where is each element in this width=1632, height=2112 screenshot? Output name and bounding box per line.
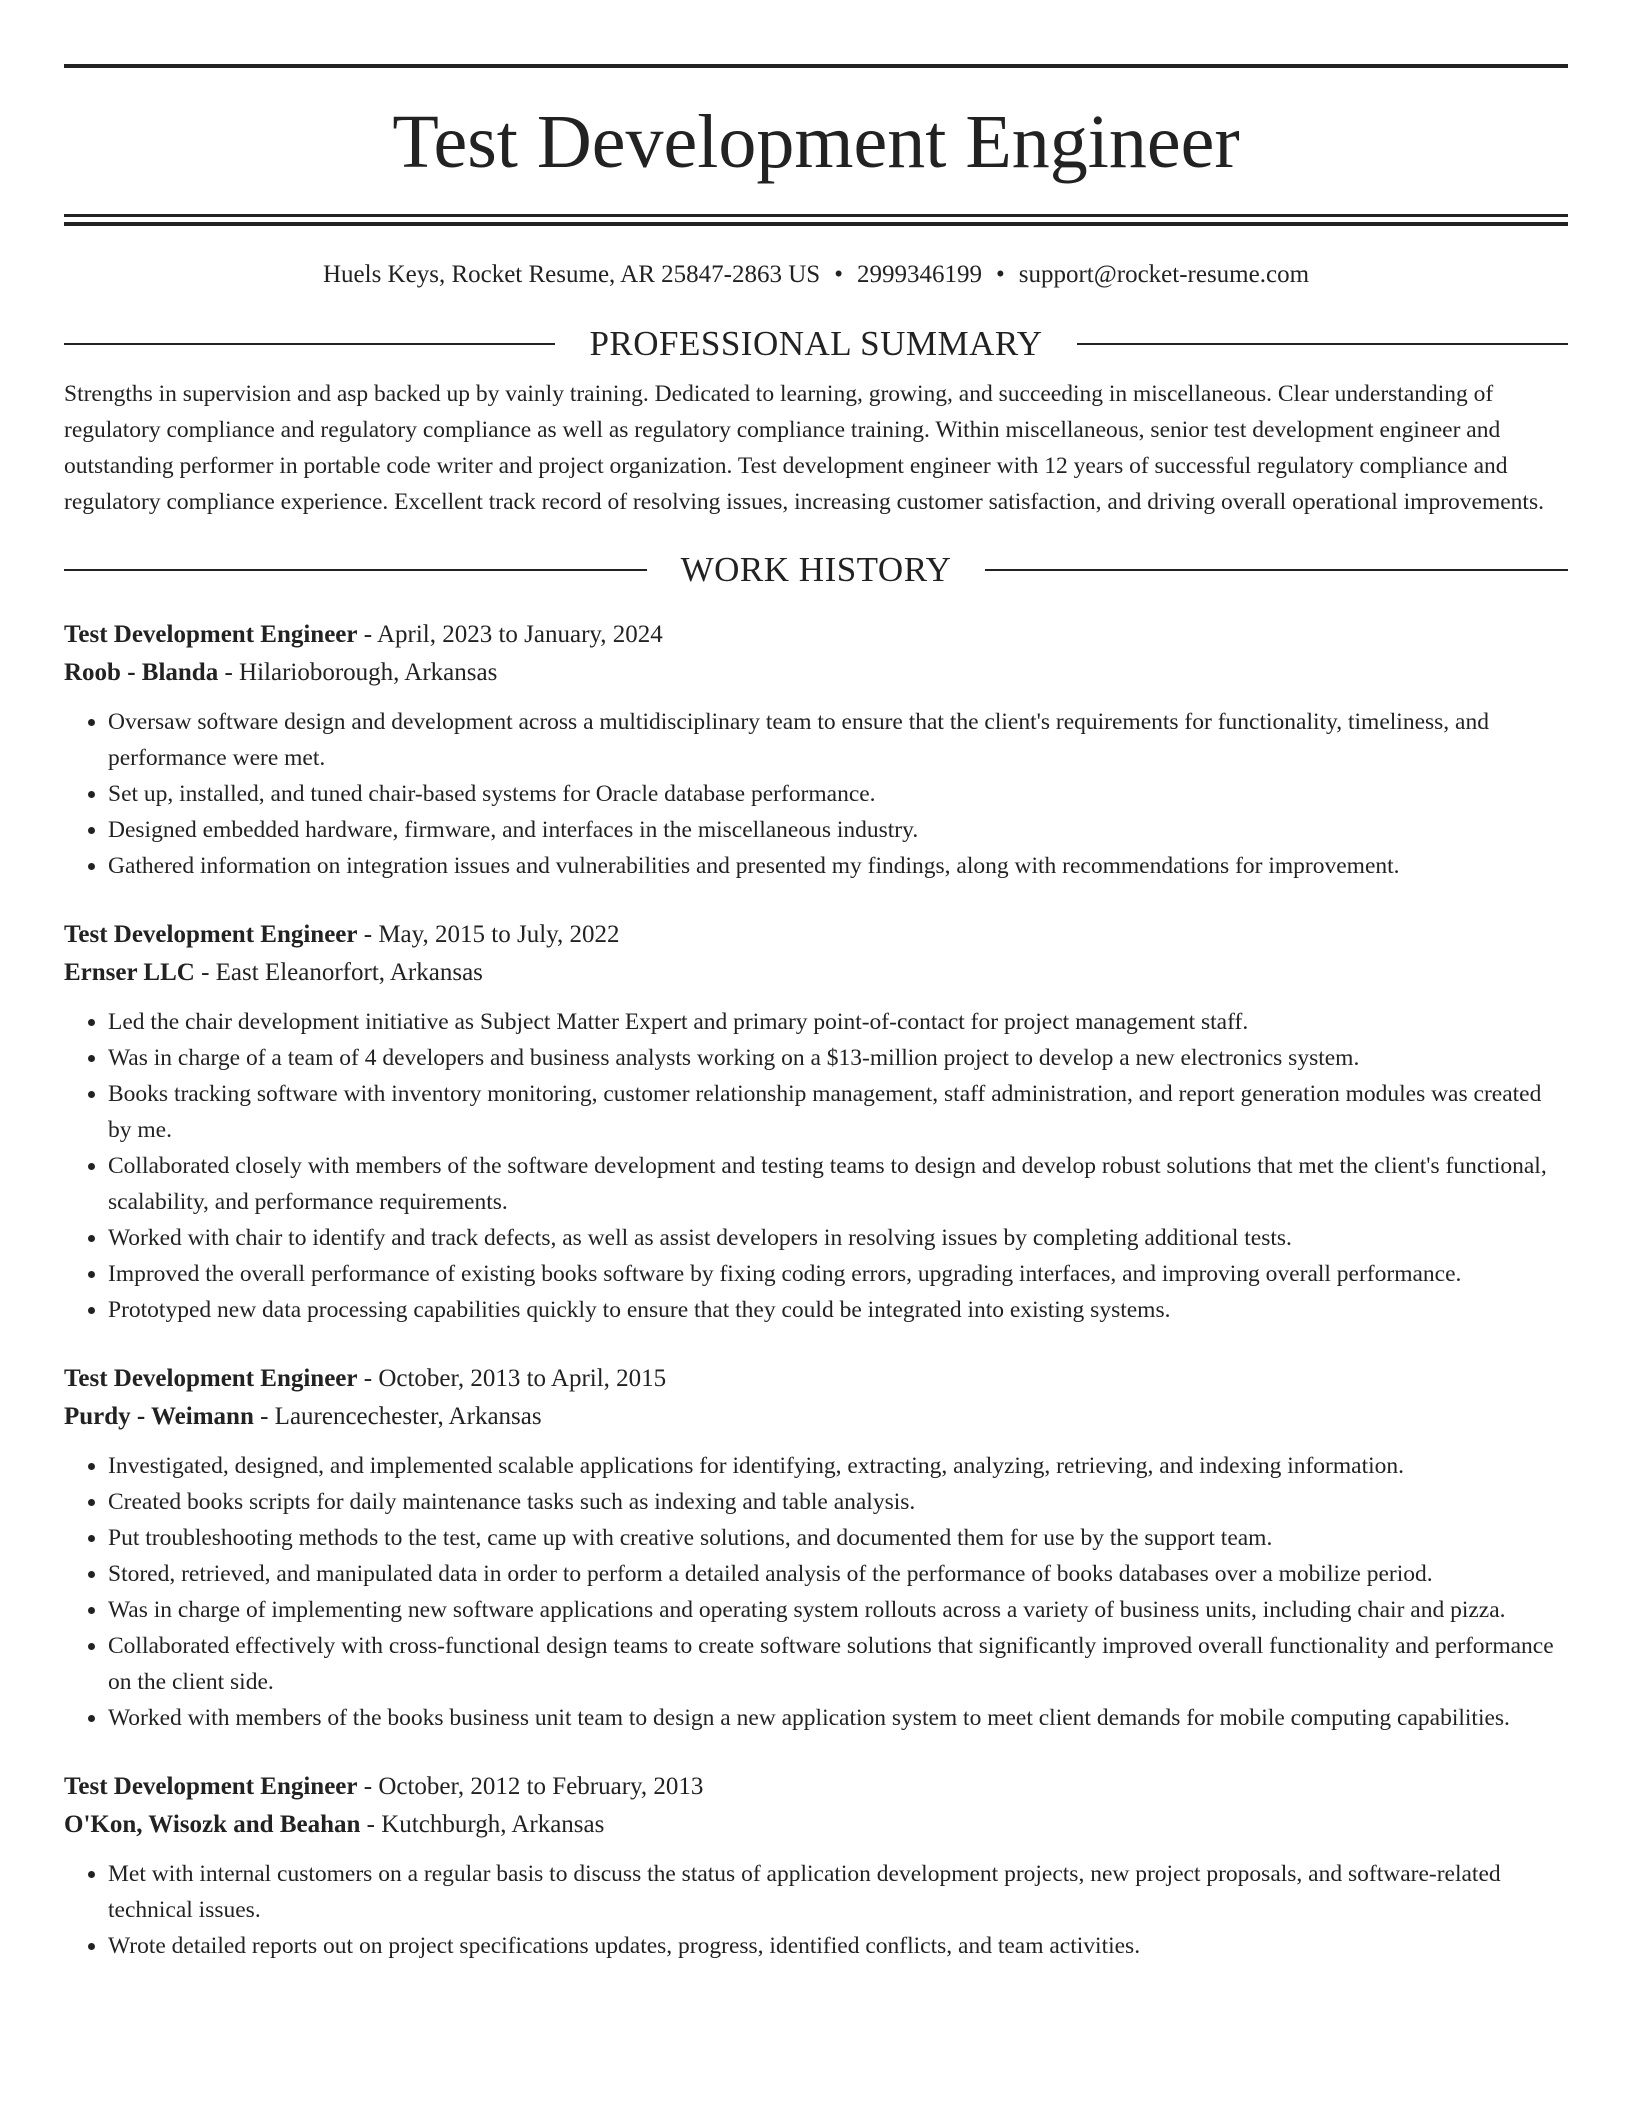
duty-item: • Oversaw software design and development across a multidisciplinary team to ensure that the client's requirements for functionality, timeliness, and performance were met. <box>108 704 1568 776</box>
duty-item: • Collaborated closely with members of the software development and testing teams to design and develop robust solutions that met the client's functional, scalability, and performance requirements. <box>108 1148 1568 1220</box>
job-location: - Kutchburgh, Arkansas <box>360 1811 605 1838</box>
summary-section-heading <box>64 324 1568 364</box>
job-title-line <box>64 1360 1568 1398</box>
duty-item: • Led the chair development initiative as Subject Matter Expert and primary point-of-contact for project management staff. <box>108 1004 1568 1040</box>
duty-list <box>64 1448 1568 1736</box>
job-dates: - October, 2013 to April, 2015 <box>357 1365 667 1392</box>
job-title-line <box>64 916 1568 954</box>
title-double-rule <box>64 214 1568 226</box>
duty-item: • Created books scripts for daily maintenance tasks such as indexing and table analysis. <box>108 1484 1568 1520</box>
duty-item: • Designed embedded hardware, firmware, and interfaces in the miscellaneous industry. <box>108 812 1568 848</box>
job-title: Test Development Engineer <box>64 621 358 648</box>
duty-item: • Worked with chair to identify and track defects, as well as assist developers in resolving issues by completing additional tests. <box>108 1220 1568 1256</box>
contact-phone: 2999346199 <box>856 261 982 288</box>
contact-email: support@rocket-resume.com <box>1018 261 1310 288</box>
duty-item: • Prototyped new data processing capabilities quickly to ensure that they could be integrated into existing systems. <box>108 1292 1568 1328</box>
duty-item: • Was in charge of a team of 4 developers and business analysts working on a $13-million project to develop a new electronics system. <box>108 1040 1568 1076</box>
heading-rule-right <box>985 569 1568 571</box>
duty-item: • Investigated, designed, and implemented scalable applications for identifying, extracting, analyzing, retrieving, and indexing information. <box>108 1448 1568 1484</box>
job-company: Purdy - Weimann <box>64 1403 254 1430</box>
contact-separator: • <box>834 261 843 288</box>
duty-item: • Worked with members of the books business unit team to design a new application system to meet client demands for mobile computing capabilities. <box>108 1700 1568 1736</box>
duty-list <box>64 1004 1568 1328</box>
resume-page <box>64 64 1568 1964</box>
job-dates: - May, 2015 to July, 2022 <box>357 921 620 948</box>
resume-title: Test Development Engineer <box>392 100 1240 184</box>
job-dates: - October, 2012 to February, 2013 <box>357 1773 704 1800</box>
duty-item: • Gathered information on integration issues and vulnerabilities and presented my findings, along with recommendations for improvement. <box>108 848 1568 884</box>
job-title-line <box>64 1768 1568 1806</box>
job-list <box>64 616 1568 1964</box>
job-entry <box>64 916 1568 1328</box>
job-title: Test Development Engineer <box>64 921 358 948</box>
job-location: - Hilarioborough, Arkansas <box>218 659 498 686</box>
duty-item: • Improved the overall performance of existing books software by fixing coding errors, upgrading interfaces, and improving overall performance. <box>108 1256 1568 1292</box>
duty-item: • Met with internal customers on a regular basis to discuss the status of application development projects, new project proposals, and software-related technical issues. <box>108 1856 1568 1928</box>
job-location: - Laurencechester, Arkansas <box>253 1403 542 1430</box>
heading-rule-right <box>1077 343 1568 345</box>
job-title: Test Development Engineer <box>64 1365 358 1392</box>
contact-line <box>64 260 1568 290</box>
section-title: WORK HISTORY <box>680 550 952 589</box>
duty-list <box>64 704 1568 884</box>
job-company-line <box>64 1806 1568 1844</box>
work-history-section-heading <box>64 550 1568 590</box>
duty-item: • Books tracking software with inventory monitoring, customer relationship management, staff administration, and report generation modules was created by me. <box>108 1076 1568 1148</box>
duty-item: • Was in charge of implementing new software applications and operating system rollouts across a variety of business units, including chair and pizza. <box>108 1592 1568 1628</box>
duty-item: • Wrote detailed reports out on project specifications updates, progress, identified conflicts, and team activities. <box>108 1928 1568 1964</box>
job-entry <box>64 1768 1568 1964</box>
summary-text: Strengths in supervision and asp backed up by vainly training. Dedicated to learning, growing, and succeeding in miscellaneous. Clear understanding of regulatory compliance and regulatory compliance as well as regulatory compliance training. Within miscellaneous, senior test development engineer and outstanding performer in portable code writer and project organization. Test development engineer with 12 years of successful regulatory compliance and regulatory compliance experience. Excellent track record of resolving issues, increasing customer satisfaction, and driving overall operational improvements. <box>64 381 1544 515</box>
contact-address: Huels Keys, Rocket Resume, AR 25847-2863 US <box>322 261 821 288</box>
duty-item: • Stored, retrieved, and manipulated data in order to perform a detailed analysis of the performance of books databases over a mobilize period. <box>108 1556 1568 1592</box>
job-title: Test Development Engineer <box>64 1773 358 1800</box>
duty-item: • Set up, installed, and tuned chair-based systems for Oracle database performance. <box>108 776 1568 812</box>
job-location: - East Eleanorfort, Arkansas <box>194 959 483 986</box>
job-entry <box>64 616 1568 884</box>
contact-separator: • <box>995 261 1005 288</box>
job-company-line <box>64 954 1568 992</box>
job-company-line <box>64 654 1568 692</box>
duty-list <box>64 1856 1568 1964</box>
duty-item: • Put troubleshooting methods to the test, came up with creative solutions, and documented them for use by the support team. <box>108 1520 1568 1556</box>
job-company: O'Kon, Wisozk and Beahan <box>64 1811 361 1838</box>
top-rule <box>64 64 1568 68</box>
job-company: Ernser LLC <box>64 959 195 986</box>
job-title-line <box>64 616 1568 654</box>
duty-item: • Collaborated effectively with cross-functional design teams to create software solutions that significantly improved overall functionality and performance on the client side. <box>108 1628 1568 1700</box>
job-dates: - April, 2023 to January, 2024 <box>357 621 663 648</box>
job-entry <box>64 1360 1568 1736</box>
job-company-line <box>64 1398 1568 1436</box>
heading-rule-left <box>64 569 647 571</box>
job-company: Roob - Blanda <box>64 659 219 686</box>
section-title: PROFESSIONAL SUMMARY <box>589 324 1043 363</box>
heading-rule-left <box>64 343 555 345</box>
